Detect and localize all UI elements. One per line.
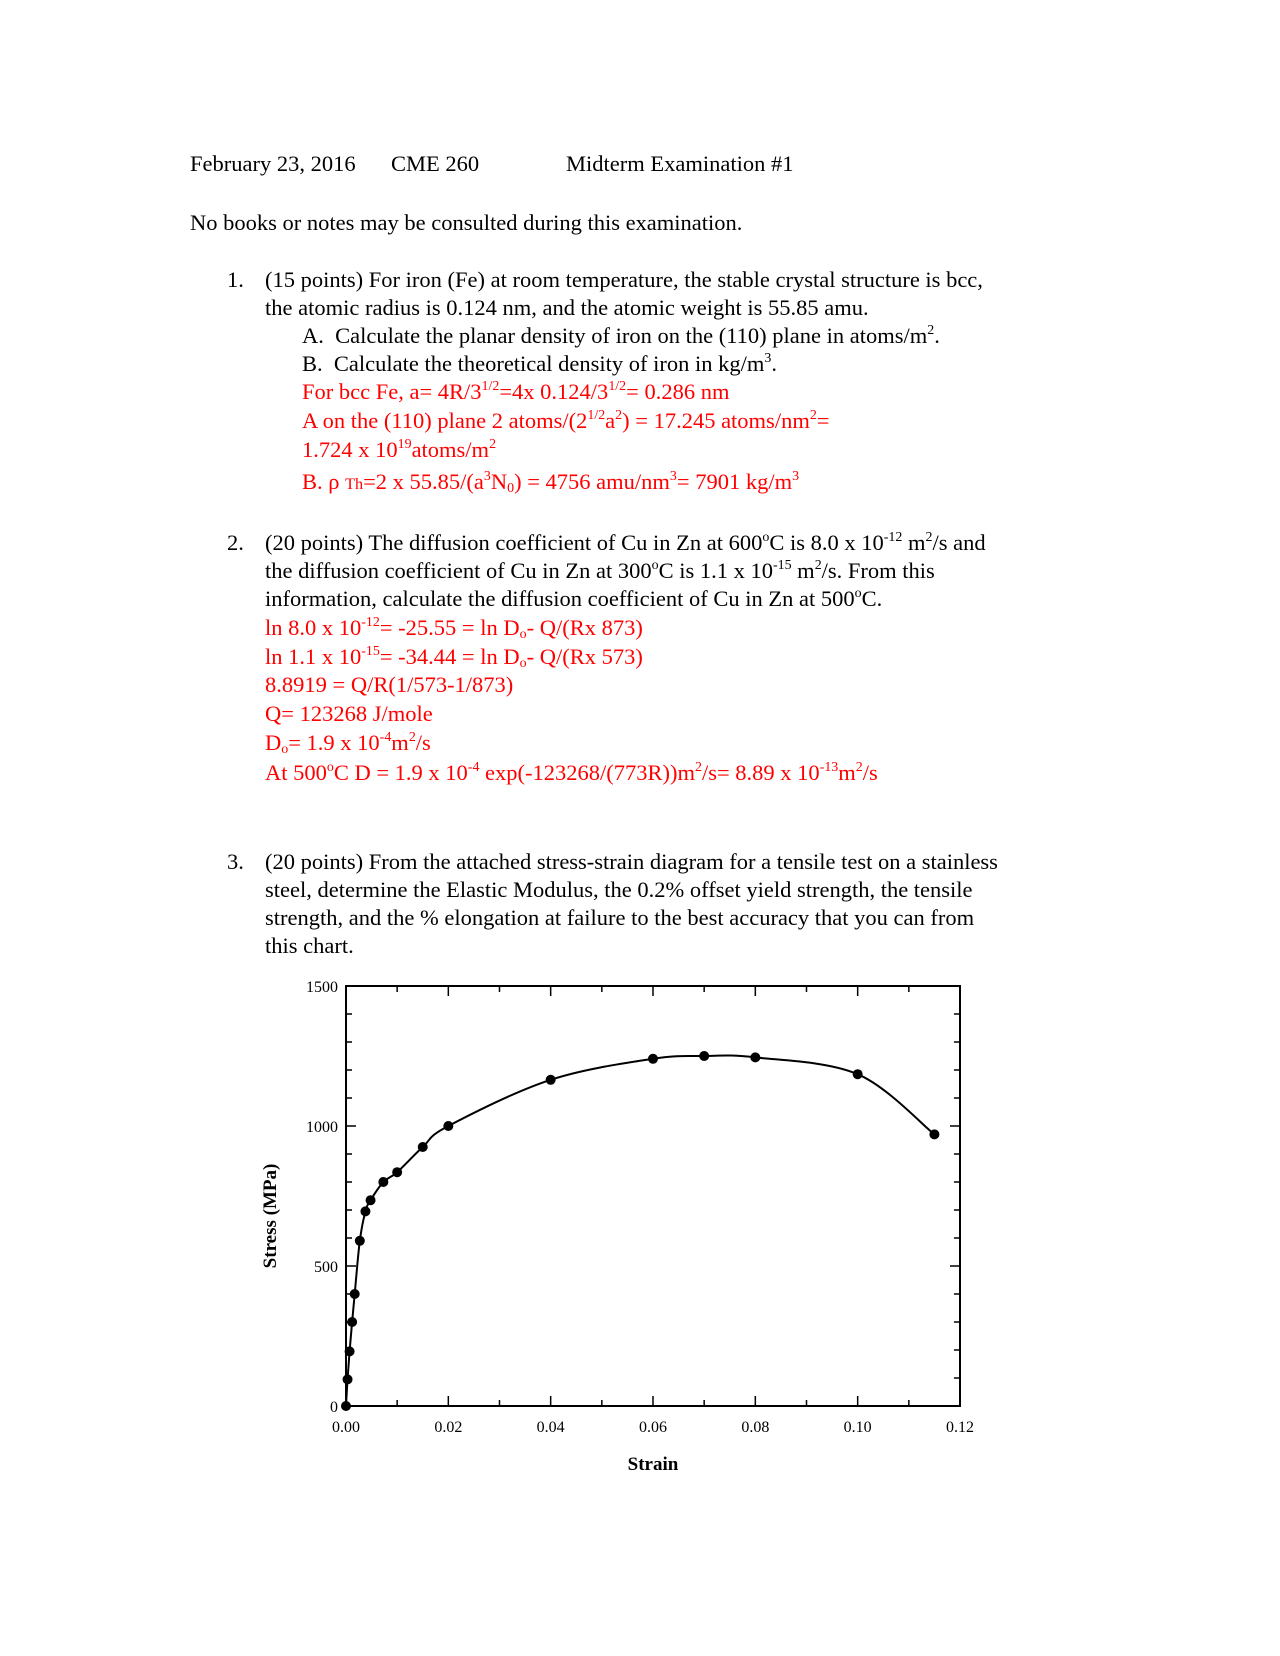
x-tick-label: 0.04: [536, 1419, 565, 1436]
data-point: [699, 1051, 709, 1061]
q1-answer-line1: For bcc Fe, $a= 4R/3^{1/2}=4x$ $0.124/3^{1/2}= 0.286$ nm: [302, 378, 730, 404]
q1-part-b-sup: 3: [764, 350, 772, 366]
x-tick-label: 0.02: [434, 1419, 463, 1436]
x-tick-label: 0.00: [332, 1419, 360, 1436]
q3-number: 3.: [227, 849, 244, 874]
header-date: [190, 150, 356, 178]
q2-answer-line1: ln 8.0 x $10^{-12}= -25.55 = \ln D_o-$ Q/(Rx 873): [265, 614, 643, 642]
stress-strain-chart: [250, 960, 990, 1480]
course-code: CME 260: [391, 151, 480, 176]
data-point: [418, 1142, 428, 1152]
data-point: [443, 1121, 453, 1131]
q1-part-a: A. Calculate the planar density of iron on the (110) plane in atoms/$m^2$.: [302, 322, 940, 348]
data-point: [345, 1346, 355, 1356]
x-tick-label: 0.12: [946, 1419, 974, 1436]
chart-series: [341, 1051, 939, 1411]
data-point: [378, 1177, 388, 1187]
q2-text-line2: the diffusion coefficient of Cu in Zn at 300$^o$C is 1.1 x $10^{-15}$ $m^2/s$. From this: [265, 557, 935, 583]
data-point: [648, 1054, 658, 1064]
x-axis-label: Strain: [627, 1454, 679, 1475]
data-point: [750, 1052, 760, 1062]
q1-text-line2: the atomic radius is 0.124 nm, and the atomic weight is 55.85 amu.: [265, 295, 869, 320]
q2-answer-line4: Q= 123268 J/mole: [265, 701, 433, 726]
y-tick-label: 1000: [306, 1119, 338, 1136]
data-point: [355, 1236, 365, 1246]
exam-title: Midterm Examination #1: [566, 151, 794, 176]
y-axis-label: Stress (MPa): [260, 1163, 281, 1269]
q2-answer-line6: At 500$^o$C D = 1.9 x $10^{-4}$ $\exp(-123268/(773R))m^2/s= 8.89$ x $10^{-13}m^2/s$: [265, 759, 878, 785]
q3-text-line4: this chart.: [265, 933, 354, 958]
q2-answer-line5: $D_o= 1.9$ x $10^{-4}m^2/s$: [265, 729, 431, 757]
x-tick-label: 0.10: [843, 1419, 872, 1436]
data-point: [366, 1195, 376, 1205]
q2-answer-line3: 8.8919 = Q/R(1/573-1/873): [265, 672, 514, 697]
q1-part-a-sup: 2: [927, 322, 935, 338]
data-point: [853, 1069, 863, 1079]
q2-answer-line2: ln 1.1 x $10^{-15}= -34.44 = \ln D_o-$ Q/(Rx 573): [265, 643, 643, 671]
x-tick-label: 0.08: [741, 1419, 770, 1436]
data-point: [343, 1374, 353, 1384]
chart-labels: [260, 979, 974, 1475]
q3-text-line1: (20 points) From the attached stress-strain diagram for a tensile test on a stainless: [265, 849, 998, 874]
q3-text-line3: strength, and the % elongation at failure to the best accuracy that you can from: [265, 905, 975, 930]
chart-ticks: [346, 986, 960, 1406]
data-point: [347, 1317, 357, 1327]
series-line: [346, 1055, 934, 1406]
q1-part-b-text: Calculate the theoretical density of iron in kg/m: [333, 351, 765, 376]
q1-part-a-text: Calculate the planar density of iron on the (110) plane in atoms/m: [335, 323, 928, 348]
q2-text-line1: (20 points) The diffusion coefficient of Cu in Zn at 600$^o$C is 8.0 x $10^{-12}$ $m^2/s$ and: [265, 529, 986, 555]
plot-area-border: [346, 986, 960, 1406]
data-point: [360, 1206, 370, 1216]
q1-part-b-label: B.: [302, 351, 323, 376]
data-point: [350, 1289, 360, 1299]
x-tick-label: 0.06: [639, 1419, 667, 1436]
instructions: No books or notes may be consulted during this examination.: [190, 210, 743, 235]
data-point: [392, 1167, 402, 1177]
data-point: [546, 1075, 556, 1085]
q2-text-line3: information, calculate the diffusion coefficient of Cu in Zn at 500$^o$C.: [265, 585, 883, 611]
q1-answer-line2: A on the (110) plane 2 atoms/$(2^{1/2}a^2) = 17.245$ atoms/$nm^2=$: [302, 407, 830, 433]
y-tick-label: 500: [314, 1259, 338, 1276]
q1-text-line1: (15 points) For iron (Fe) at room temperature, the stable crystal structure is bcc,: [265, 267, 983, 292]
data-point: [929, 1129, 939, 1139]
q3-text-line2: steel, determine the Elastic Modulus, the 0.2% offset yield strength, the tensile: [265, 877, 973, 902]
chart-frame: [346, 986, 960, 1406]
y-tick-label: 1500: [306, 979, 338, 996]
data-point: [341, 1401, 351, 1411]
q1-number: 1.: [227, 267, 244, 292]
q1-part-b: B. Calculate the theoretical density of iron in $kg/m^3$.: [302, 350, 777, 376]
exam-date: February 23, 2016: [190, 151, 356, 176]
q1-answer-line3: 1.724 x $10^{19}atoms/m^2$: [302, 436, 497, 462]
y-tick-label: 0: [330, 1399, 338, 1416]
q1-part-a-label: A.: [302, 323, 324, 348]
q2-number: 2.: [227, 530, 244, 555]
q1-answer-line4: B. ρ Th=2 x $55.85/(a^3N_0) = 4756$ amu/$nm^3= 7901$ $kg/m^3$: [302, 468, 800, 496]
